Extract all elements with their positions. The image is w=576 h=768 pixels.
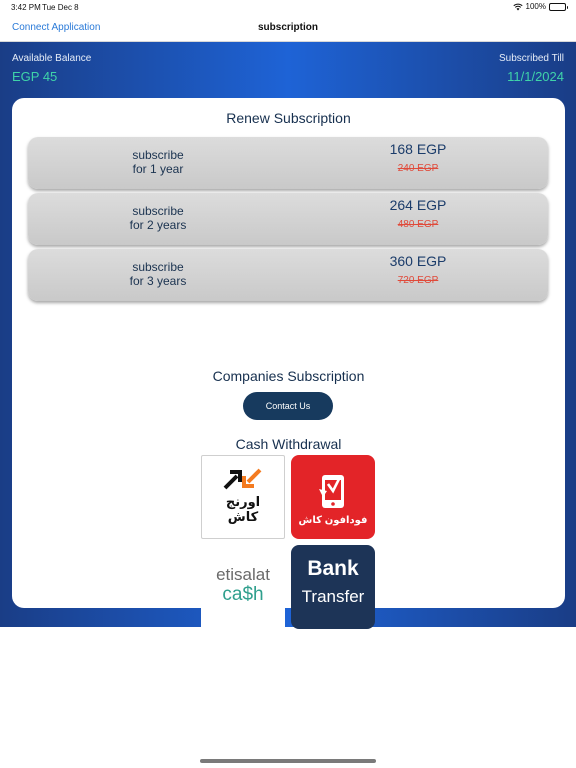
status-time: 3:42 PM [11,3,41,12]
orange-cash-logo-icon [222,467,264,491]
status-bar [0,0,576,14]
plan-label-line2: for 2 years [129,218,187,232]
plan-price: 168 EGP [389,141,447,157]
bank-transfer-option[interactable] [291,545,375,629]
vodafone-phone-icon [318,471,348,511]
orange-cash-line2: كاش [227,509,259,524]
home-indicator[interactable] [200,759,376,763]
plan-1-year-button[interactable] [28,137,548,189]
bank-transfer-subtitle: Transfer [301,587,365,606]
back-link[interactable]: Connect Application [12,22,101,33]
plan-3-years-button[interactable] [28,249,548,301]
vodafone-cash-option[interactable] [291,455,375,539]
renew-title: Renew Subscription [226,110,351,126]
orange-cash-option[interactable] [201,455,285,539]
plan-label-line2: for 3 years [129,274,187,288]
battery-icon [549,3,566,11]
subscribed-till-value: 11/1/2024 [507,69,564,84]
status-right [513,2,566,11]
plan-label [108,204,208,232]
bank-transfer-title: Bank [307,557,359,580]
vodafone-cash-label: فودافون كاش [298,515,368,526]
plan-old-price: 480 EGP [397,219,439,230]
plan-price: 360 EGP [389,253,447,269]
status-date: Tue Dec 8 [42,3,79,12]
wifi-icon [513,3,523,11]
subscription-panel [0,42,576,627]
plan-old-price: 240 EGP [397,163,439,174]
plan-label-line1: subscribe [132,204,184,218]
balance-value: EGP 45 [12,69,58,84]
plan-label-line1: subscribe [132,260,184,274]
plan-2-years-button[interactable] [28,193,548,245]
subscribed-till-label: Subscribed Till [498,53,564,64]
nav-bar [0,14,576,42]
page-title: subscription [257,22,318,33]
cash-withdrawal-title: Cash Withdrawal [235,436,342,452]
balance-label: Available Balance [12,53,92,64]
plan-price: 264 EGP [389,197,447,213]
etisalat-cash-option[interactable] [201,545,285,629]
plan-old-price: 720 EGP [397,275,439,286]
plan-label-line2: for 1 year [132,162,184,176]
contact-us-button[interactable]: Contact Us [243,392,333,420]
orange-cash-line1: اورنج [225,494,261,509]
etisalat-wordmark: etisalat [216,565,270,584]
battery-percent: 100% [525,2,546,11]
orange-cash-label [202,494,284,524]
plan-label [108,260,208,288]
subscription-card [12,98,565,608]
plan-label-line1: subscribe [132,148,184,162]
plan-label [108,148,208,176]
etisalat-cash-wordmark: ca$h [222,584,264,605]
companies-title: Companies Subscription [212,368,365,384]
